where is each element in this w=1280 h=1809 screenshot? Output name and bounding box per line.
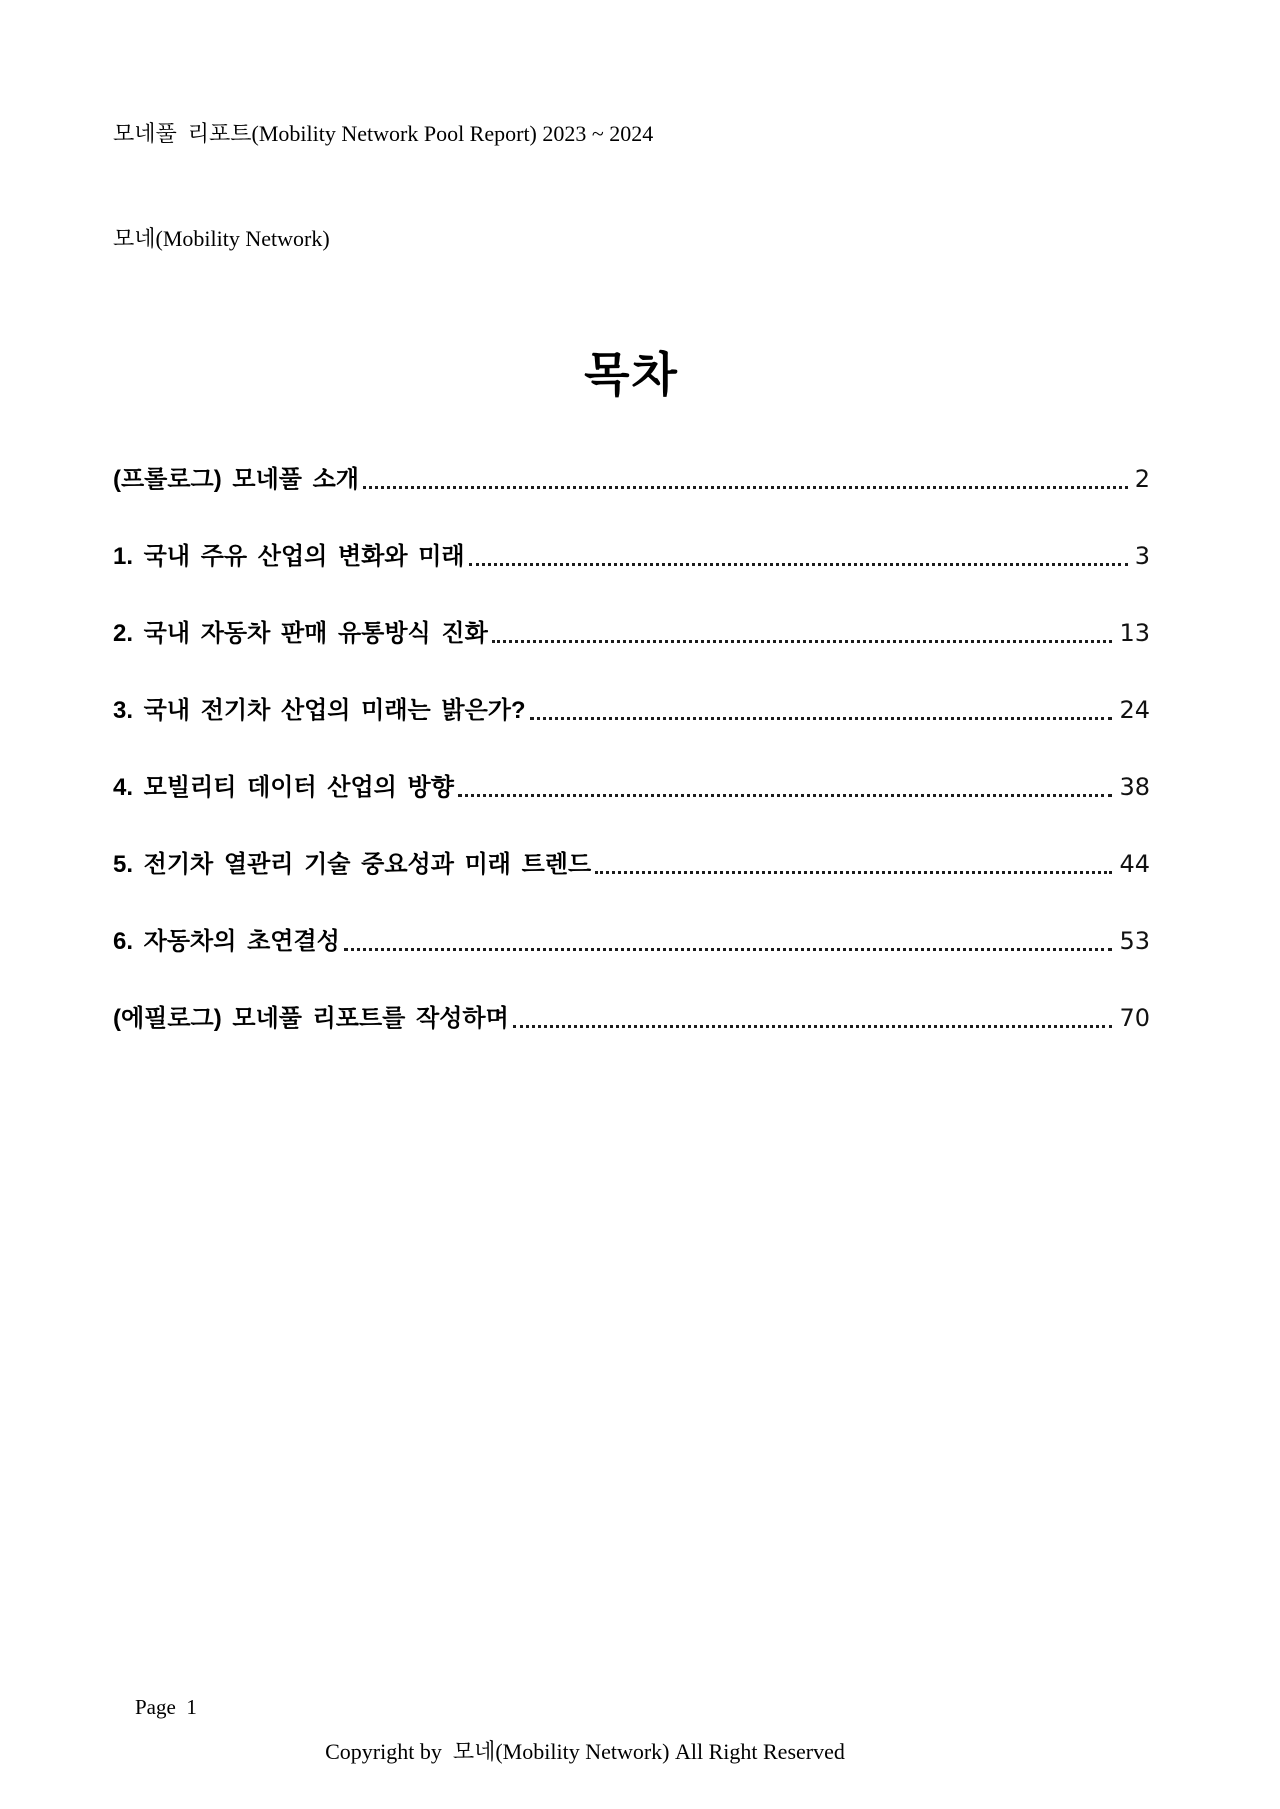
table-of-contents (113, 462, 1150, 1036)
toc-page-number: 2 (1134, 465, 1150, 493)
footer-page-number: Page 1 (135, 1695, 197, 1719)
header-line-org-name: 모네(Mobility Network) (113, 226, 330, 251)
dot-leader (344, 948, 1113, 951)
toc-entry-label: 1. 국내 주유 산업의 변화와 미래 (113, 543, 465, 570)
toc-page-number: 3 (1134, 542, 1150, 570)
toc-entry-3[interactable] (113, 693, 1150, 728)
dot-leader (458, 794, 1113, 797)
toc-page-number: 53 (1119, 927, 1150, 955)
toc-page-number: 70 (1119, 1004, 1150, 1032)
footer-copyright: Copyright by 모네(Mobility Network) All Right Reserved (325, 1739, 845, 1764)
toc-entry-2[interactable] (113, 616, 1150, 651)
toc-entry-label: 3. 국내 전기차 산업의 미래는 밝은가? (113, 697, 526, 724)
dot-leader (513, 1025, 1113, 1028)
toc-entry-label: 2. 국내 자동차 판매 유통방식 진화 (113, 620, 488, 647)
dot-leader (363, 486, 1128, 489)
toc-page-number: 44 (1119, 850, 1150, 878)
dot-leader (492, 640, 1113, 643)
toc-entry-epilogue[interactable] (113, 1001, 1150, 1036)
document-header (113, 46, 1150, 326)
toc-entry-prologue[interactable] (113, 462, 1150, 497)
toc-entry-label: 6. 자동차의 초연결성 (113, 928, 340, 955)
dot-leader (469, 563, 1128, 566)
dot-leader (595, 871, 1112, 874)
toc-entry-label: 4. 모빌리티 데이터 산업의 방향 (113, 774, 454, 801)
toc-entry-1[interactable] (113, 539, 1150, 574)
toc-entry-label: (에필로그) 모네풀 리포트를 작성하며 (113, 1005, 509, 1032)
toc-entry-5[interactable] (113, 847, 1150, 882)
page-title: 목차 (584, 348, 679, 401)
toc-page-number: 13 (1119, 619, 1150, 647)
toc-page-number: 24 (1119, 696, 1150, 724)
header-line-report-title: 모네풀 리포트(Mobility Network Pool Report) 2023 ~ 2024 (113, 121, 654, 146)
toc-entry-label: (프롤로그) 모네풀 소개 (113, 466, 359, 493)
dot-leader (530, 717, 1113, 720)
toc-entry-label: 5. 전기차 열관리 기술 중요성과 미래 트렌드 (113, 851, 592, 878)
toc-page-number: 38 (1119, 773, 1150, 801)
toc-entry-6[interactable] (113, 924, 1150, 959)
toc-entry-4[interactable] (113, 770, 1150, 805)
